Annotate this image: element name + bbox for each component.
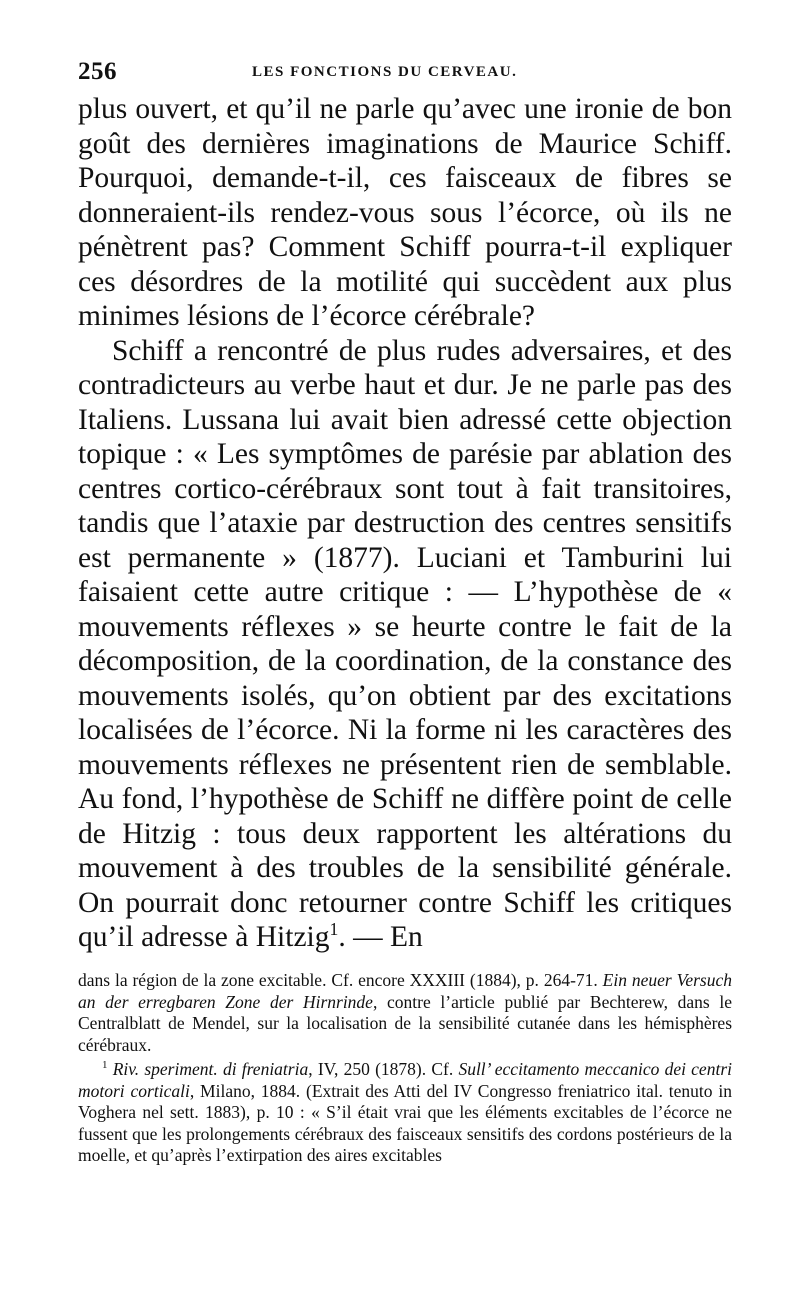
paragraph — [78, 334, 732, 955]
footnote-text: dans la région de la zone excitable. Cf. encore XXXIII (1884), p. 264-71. — [78, 970, 603, 990]
footnote-marker: 1 — [102, 1059, 108, 1072]
footnote-text: , Milano, 1884. (Extrait des Atti del IV Congresso freniatrico ital. tenuto in Voghera nel sett. 1883), p. 10 : « S’il était vrai que les éléments excitables de l’écorce ne fussent que les prolongements cérébraux des faisceaux sensitifs des cordons postérieurs de la moelle, et qu’après l’extirpation des aires excitables — [78, 1080, 732, 1165]
paragraph-text: Schiff a rencontré de plus rudes adversaires, et des contradicteurs au verbe haut et dur. Je ne parle pas des Italiens. Lussana lui avait bien adressé cette objection topique : « Les symptômes de parésie par ablation des centres cortico-cérébraux sont tout à fait transitoires, tandis que l’ataxie par destruction des centres sensitifs est permanente » (1877). Luciani et Tamburini lui faisaient cette autre critique : — L’hypothèse de « mouvements réflexes » se heurte contre le fait de la décomposition, de la coordination, de la constance des mouvements isolés, qu’on obtient par des excitations localisées de l’écorce. Ni la forme ni les caractères des mouvements réflexes ne présentent rien de semblable. Au fond, l’hypothèse de Schiff ne diffère point de celle de Hitzig : tous deux rapportent les altérations du mouvement à des troubles de la sensibilité générale. On pourrait donc retourner contre Schiff les critiques qu’il adresse à Hitzig — [78, 334, 732, 953]
page-number: 256 — [78, 58, 117, 85]
footnote-reference: 1 — [329, 919, 339, 940]
footnote-text: , contre l’article publié par Bechterew, dans le Centralblatt de Mendel, sur la localisation de la sensibilité cutanée dans les hémisphères cérébraux. — [78, 991, 733, 1055]
footnote-title: Riv. speriment. di freniatria — [112, 1059, 309, 1079]
footnote-title: Sull’ eccitamento meccanico dei centri motori corticali — [78, 1059, 732, 1101]
footnote-continued — [78, 970, 732, 1056]
paragraph-end: . — En — [338, 921, 423, 953]
footnote-title: Ein neuer Versuch an der erregbaren Zone der Hirnrinde — [78, 970, 732, 1012]
footnote — [78, 1059, 732, 1167]
page-header — [78, 58, 730, 88]
running-title: LES FONCTIONS DU CERVEAU. — [252, 64, 518, 80]
main-text — [78, 92, 732, 955]
paragraph-continued: plus ouvert, et qu’il ne parle qu’avec une ironie de bon goût des dernières imaginations de Maurice Schiff. Pourquoi, demande-t-il, ces faisceaux de fibres se donneraient-ils rendez-vous sous l’écorce, où ils ne pénètrent pas? Comment Schiff pourra-t-il expliquer ces désordres de la motilité qui succèdent aux plus minimes lésions de l’écorce cérébrale? — [78, 93, 732, 332]
footnote-text: , IV, 250 (1878). Cf. — [308, 1059, 459, 1079]
footnotes — [78, 970, 732, 1167]
